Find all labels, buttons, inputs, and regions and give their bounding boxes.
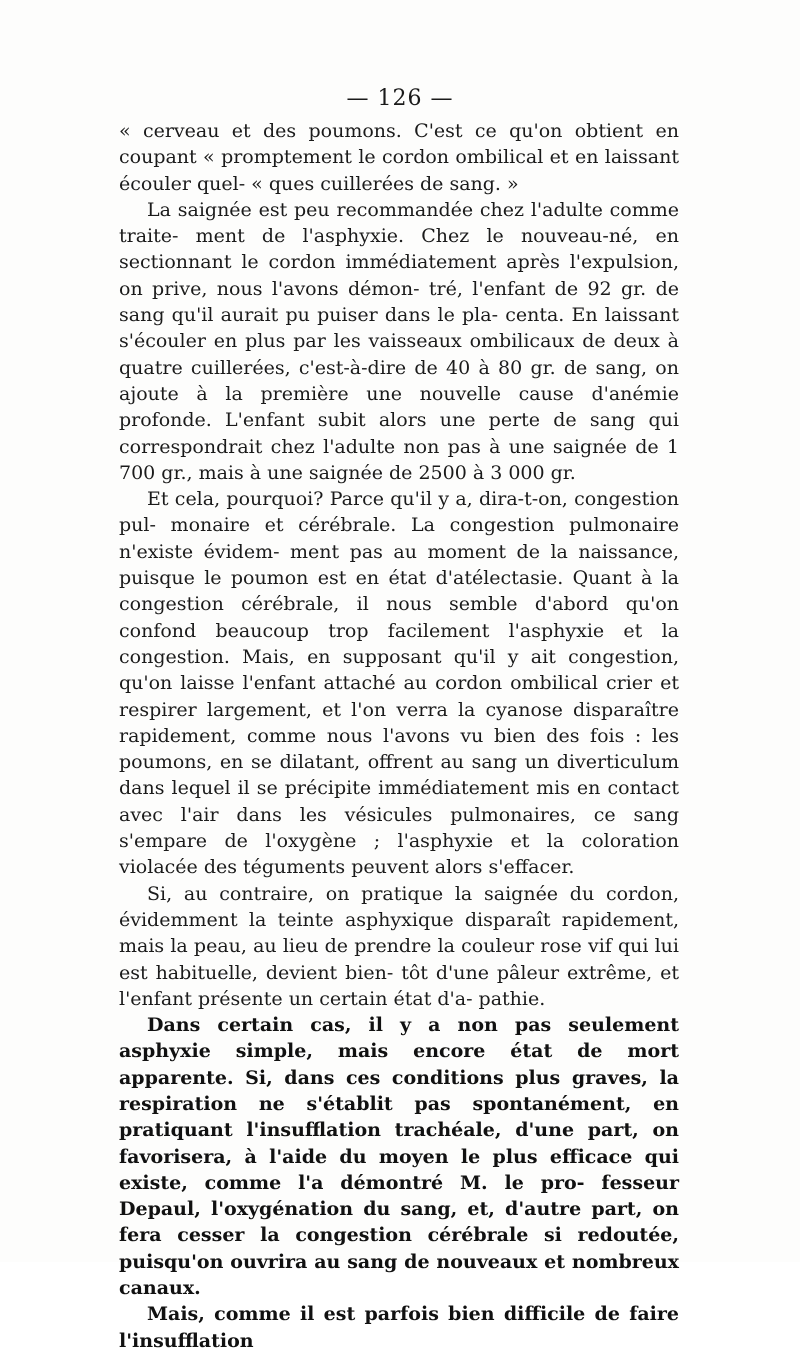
paragraph-mort-apparente: Dans certain cas, il y a non pas seulement asphyxie simple, mais encore état de mort apparente. Si, dans ces conditions plus graves, la respiration ne s'établit pas spontanément, en pratiquant l'insufflation trachéale, d'une part, on favorisera, à l'aide du moyen le plus efficace qui existe, comme l'a démontré M. le pro- fesseur Depaul, l'oxygénation du sang, et, d'autre part, on fera cesser la congestion cérébrale si redoutée, puisqu'on ouvrira au sang de nouveaux et nombreux canaux. <box>119 1014 679 1300</box>
paragraph-quote: « cerveau et des poumons. C'est ce qu'on obtient en coupant « promptement le cordon ombilical et en laissant écouler quel- « ques cuillerées de sang. » <box>119 120 679 195</box>
body-text <box>119 118 679 1354</box>
paragraph-contraire: Si, au contraire, on pratique la saignée du cordon, évidemment la teinte asphyxique disparaît rapidement, mais la peau, au lieu de prendre la couleur rose vif qui lui est habituelle, devient bien- tôt d'une pâleur extrême, et l'enfant présente un certain état d'a- pathie. <box>119 882 679 1010</box>
paragraph-congestion: Et cela, pourquoi? Parce qu'il y a, dira-t-on, congestion pul- monaire et cérébrale. La congestion pulmonaire n'existe évidem- ment pas au moment de la naissance, puisque le poumon est en état d'atélectasie. Quant à la congestion cérébrale, il nous semble d'abord qu'on confond beaucoup trop facilement l'asphyxie et la congestion. Mais, en supposant qu'il y ait congestion, qu'on laisse l'enfant attaché au cordon ombilical crier et respirer largement, et l'on verra la cyanose disparaître rapidement, comme nous l'avons vu bien des fois : les poumons, en se dilatant, offrent au sang un diverticulum dans lequel il se précipite immédiatement mis en contact avec l'air dans les vésicules pulmonaires, ce sang s'empare de l'oxygène ; l'asphyxie et la coloration violacée des téguments peuvent alors s'effacer. <box>119 488 679 879</box>
paragraph-insufflation: Mais, comme il est parfois bien difficile de faire l'insufflation <box>119 1303 679 1352</box>
paragraph-saignee: La saignée est peu recommandée chez l'adulte comme traite- ment de l'asphyxie. Chez le nouveau-né, en sectionnant le cordon immédiatement après l'expulsion, on prive, nous l'avons démon- tré, l'enfant de 92 gr. de sang qu'il aurait pu puiser dans le pla- centa. En laissant s'écouler en plus par les vaisseaux ombilicaux de deux à quatre cuillerées, c'est-à-dire de 40 à 80 gr. de sang, on ajoute à la première une nouvelle cause d'anémie profonde. L'enfant subit alors une perte de sang qui correspondrait chez l'adulte non pas à une saignée de 1 700 gr., mais à une saignée de 2500 à 3 000 gr. <box>119 198 679 484</box>
page-number: — 126 — <box>346 86 454 111</box>
